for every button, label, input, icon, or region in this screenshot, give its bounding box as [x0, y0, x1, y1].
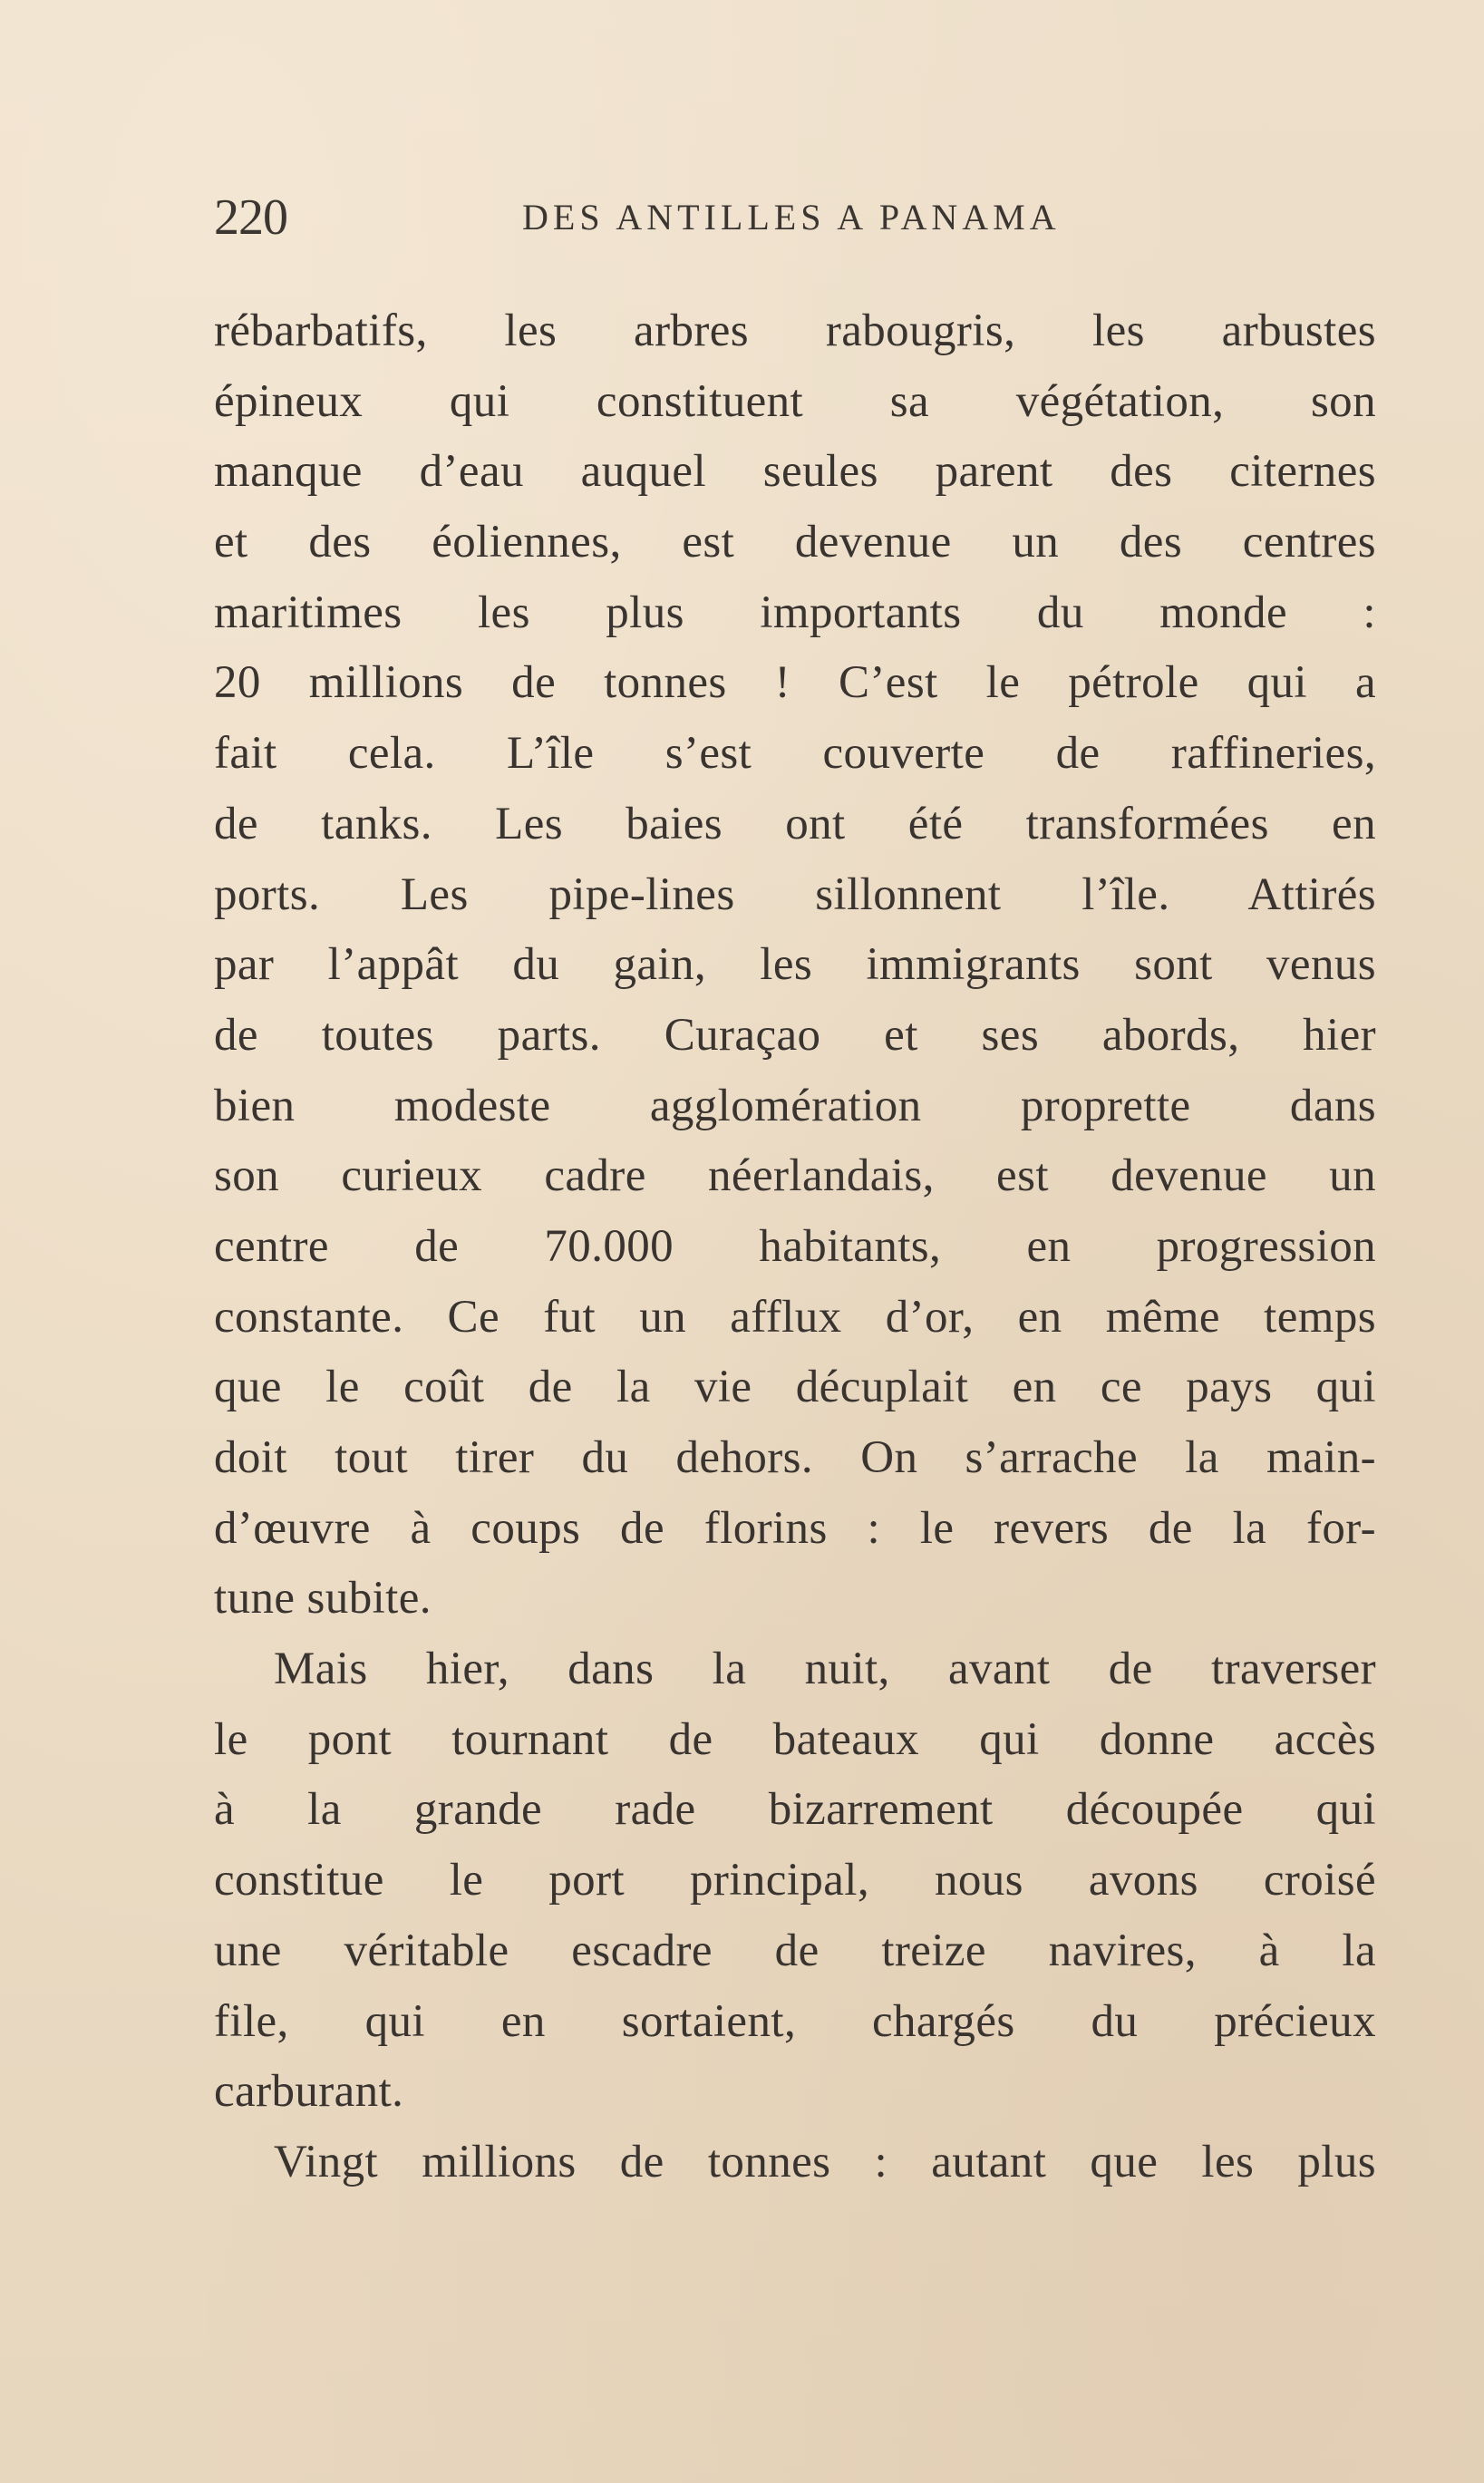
- page-header: [214, 181, 1372, 254]
- text-line: 20 millions de tonnes ! C’est le pétrole qui a: [214, 657, 1376, 709]
- text-line: tune subite.: [214, 1573, 432, 1625]
- text-line: par l’appât du gain, les immigrants sont venus: [214, 939, 1376, 991]
- text-line: maritimes les plus importants du monde :: [214, 587, 1376, 638]
- text-line: file, qui en sortaient, chargés du précieux: [214, 1995, 1376, 2047]
- text-line: ports. Les pipe-lines sillonnent l’île. Attirés: [214, 868, 1376, 920]
- text-line: épineux qui constituent sa végétation, son: [214, 375, 1376, 427]
- text-line: rébarbatifs, les arbres rabougris, les arbustes: [214, 306, 1376, 356]
- text-line: carburant.: [214, 2066, 404, 2118]
- text-line: Vingt millions de tonnes : autant que les plus: [274, 2136, 1376, 2187]
- text-line: manque d’eau auquel seules parent des citernes: [214, 446, 1376, 498]
- text-line: que le coût de la vie décuplait en ce pays qui: [214, 1362, 1376, 1413]
- page-number: 220: [214, 189, 287, 246]
- body-text: [214, 296, 1376, 2198]
- text-line: de tanks. Les baies ont été transformées en: [214, 798, 1376, 849]
- text-line: doit tout tirer du dehors. On s’arrache la main-: [214, 1432, 1376, 1483]
- text-line: une véritable escadre de treize navires, à la: [214, 1925, 1376, 1976]
- running-head: DES ANTILLES A PANAMA: [522, 197, 1061, 238]
- text-line: et des éoliennes, est devenue un des centres: [214, 517, 1376, 568]
- text-line: constante. Ce fut un afflux d’or, en même temps: [214, 1291, 1376, 1343]
- text-line: Mais hier, dans la nuit, avant de traverser: [274, 1644, 1376, 1695]
- text-line: d’œuvre à coups de florins : le revers de la for-: [214, 1502, 1376, 1554]
- text-line: son curieux cadre néerlandais, est devenue un: [214, 1150, 1376, 1202]
- text-line: constitue le port principal, nous avons croisé: [214, 1855, 1376, 1906]
- text-line: fait cela. L’île s’est couverte de raffineries,: [214, 728, 1376, 780]
- text-line: le pont tournant de bateaux qui donne accès: [214, 1713, 1376, 1765]
- text-line: bien modeste agglomération proprette dans: [214, 1080, 1376, 1131]
- text-line: de toutes parts. Curaçao et ses abords, hier: [214, 1009, 1376, 1061]
- text-line: centre de 70.000 habitants, en progression: [214, 1220, 1376, 1272]
- text-line: à la grande rade bizarrement découpée qui: [214, 1784, 1376, 1836]
